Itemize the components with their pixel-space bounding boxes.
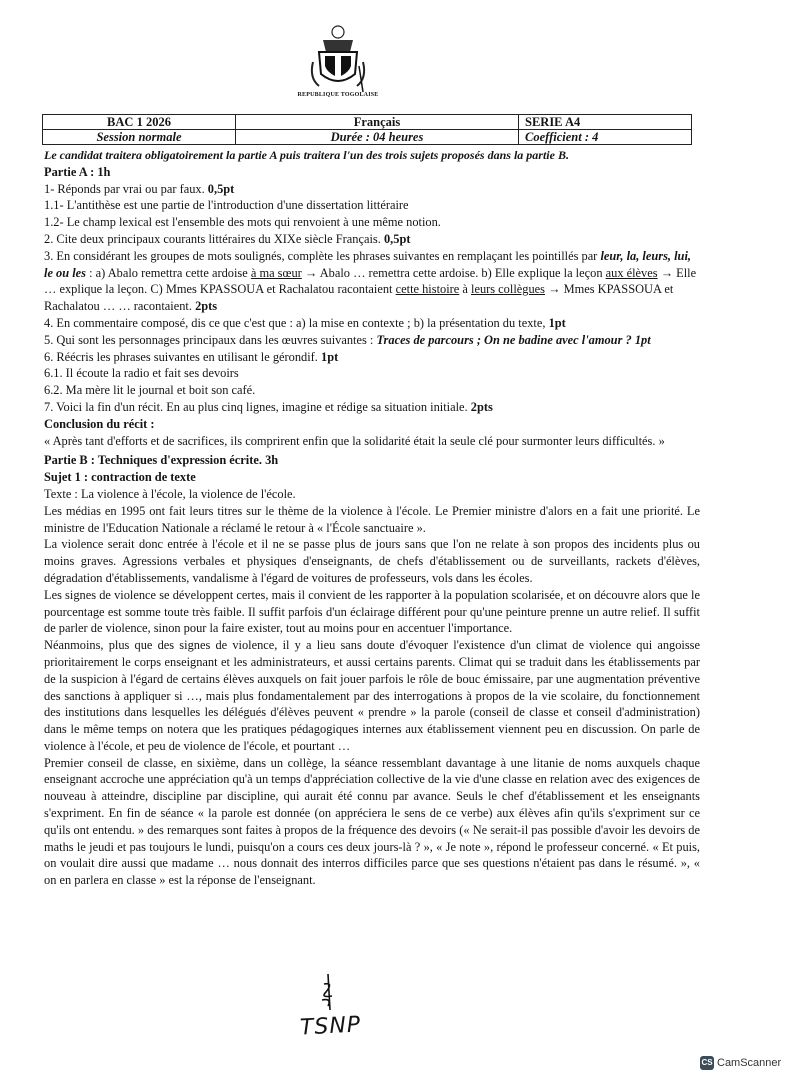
question-6: 6. Réécris les phrases suivantes en utilisant le gérondif. 1pt	[44, 349, 339, 364]
question-5: 5. Qui sont les personnages principaux dans les œuvres suivantes : Traces de parcours ; On ne badine avec l'amour ? 1pt	[44, 332, 651, 347]
question-1: 1- Réponds par vrai ou par faux. 0,5pt	[44, 181, 235, 196]
camscanner-watermark	[700, 1056, 781, 1070]
exam-content	[44, 147, 700, 889]
duration-label: Durée : 04 heures	[236, 130, 519, 145]
text-paragraph: Premier conseil de classe, en sixième, dans un collège, la séance ressemblant davantage à une litanie de noms auxquels chaque enseignant accroche une appréciation qu'à un temps d'appréciation collective de la vie d'une classe en relation avec des exigences de nouveau à atteindre, discipline par discipline, qui aurait été connu par avance. Seuls le chef d'établissement et les enseignants s'expriment. En fin de séance « la parole est donnée (on appréciera le sens de ce verbe) aux élèves afin qu'ils s'expriment sur ce qu'ils ont entendu. » des remarques sont faites à propos de la fréquence des devoirs (« Ne serait-il pas possible d'avoir les devoirs de maths le jeudi et pas toujours le lundi, puisqu'on a cours ces deux jours-là ? », « Je note », répond le professeur concerné. « Et puis, on voulait dire aussi que madame … nous donnait des interros difficiles parce que ses questions n'étaient pas dans le résumé. », « on en parlera en classe » est la réponse de l'enseignant.	[44, 755, 700, 888]
camscanner-name: CamScanner	[717, 1057, 782, 1069]
session-label: Session normale	[43, 130, 236, 145]
text-title: Texte : La violence à l'école, la violence de l'école.	[44, 486, 296, 501]
conclusion-text: « Après tant d'efforts et de sacrifices, ils comprirent enfin que la solidarité était la seule clé pour surmonter leurs difficultés. »	[44, 433, 665, 448]
instruction: Le candidat traitera obligatoirement la partie A puis traitera l'un des trois sujets proposés dans la partie B.	[44, 148, 569, 162]
coat-of-arms-emblem	[305, 22, 371, 94]
header-row	[43, 130, 692, 145]
camscanner-logo-icon: CS	[700, 1056, 714, 1070]
question-6-1: 6.1. Il écoute la radio et fait ses devoirs	[44, 366, 239, 381]
question-2: 2. Cite deux principaux courants littéraires du XIXe siècle Français. 0,5pt	[44, 231, 411, 246]
signature-initials: TSNP	[299, 1012, 362, 1041]
exam-header-table	[42, 114, 692, 145]
question-1-1: 1.1- L'antithèse est une partie de l'introduction d'une dissertation littéraire	[44, 198, 409, 213]
emblem-caption: REPUBLIQUE TOGOLAISE	[297, 92, 379, 98]
header-row	[43, 115, 692, 130]
text-paragraph: Néanmoins, plus que des signes de violence, il y a lieu sans doute d'évoquer l'existence d'un climat de violence qui angoisse prioritairement le corps enseignant et les administrateurs, et aussi certains parents. Climat qui se traduit dans les établissements par de la suspicion à l'égard de certains élèves auxquels on fait jouer parfois le rôle de bouc émissaire, par une augmentation préventive des sanctions à appliquer si …, mais plus fondamentalement par des interrogations à propos de la vie scolaire, du fonctionnement des institutions dans lesquelles les délégués d'élèves peuvent « prendre » la parole (conseil de classe et conseil d'administration) dans le même temps on notera que les pratiques pédagogiques internes aux établissement viennent peu en discussion. On parle de violence à l'école, et peu de violence de l'école, et pourtant …	[44, 638, 700, 753]
question-7: 7. Voici la fin d'un récit. En au plus cinq lignes, imagine et rédige sa situation initiale. 2pts	[44, 399, 493, 414]
text-paragraph: Les médias en 1995 ont fait leurs titres sur le thème de la violence à l'école. Le Premier ministre d'alors en a fait une priorité. Le ministre de l'Education Nationale a réclamé le retour à « l'École sanctuaire ».	[44, 503, 700, 535]
part-a-title: Partie A : 1h	[44, 164, 111, 179]
question-6-2: 6.2. Ma mère lit le journal et boit son café.	[44, 383, 256, 398]
question-4: 4. En commentaire composé, dis ce que c'est que : a) la mise en contexte ; b) la présentation du texte, 1pt	[44, 315, 566, 330]
coefficient-label: Coefficient : 4	[519, 130, 692, 145]
part-b-title: Partie B : Techniques d'expression écrite. 3h	[44, 453, 279, 468]
text-paragraph: Les signes de violence se développent certes, mais il convient de les rapporter à la population scolarisée, et on découvre alors que le pourcentage est somme toute très faible. Il suffit parfois d'un éclairage différent pour qu'une peinture prenne un autre relief. Il suffit de parler de violence, sinon pour la faire exister, tout au moins pour en accentuer l'importance.	[44, 587, 700, 636]
exam-title: BAC 1 2026	[43, 115, 236, 130]
text-paragraph: La violence serait donc entrée à l'école et il ne se passe plus de jours sans que l'on ne relate à son propos des incidents plus ou moins graves. Agressions verbales et physiques d'enseignants, de chefs d'établissement ou de surveillants, rackets d'élèves, dégradation d'établissements, vandalisme à l'égard de voitures de professeurs, vols dans les écoles.	[44, 537, 700, 585]
subject-name: Français	[236, 115, 519, 130]
conclusion-title: Conclusion du récit :	[44, 416, 155, 431]
subject-1-title: Sujet 1 : contraction de texte	[44, 470, 196, 485]
series-label: SERIE A4	[519, 115, 692, 130]
question-3: 3. En considérant les groupes de mots soulignés, complète les phrases suivantes en remplaçant les pointillés par leur, la, leurs, lui, le ou les : a) Abalo remettra cette ardoise à ma sœur → Abalo … remettra cette ardoise. b) Elle explique la leçon aux élèves → Elle … explique la leçon. C) Mmes KPASSOUA et Rachalatou racontaient cette histoire à leurs collègues → Mmes KPASSOUA et Rachalatou … … racontaient. 2pts	[44, 248, 697, 314]
question-1-2: 1.2- Le champ lexical est l'ensemble des mots qui renvoient à une même notion.	[44, 215, 441, 230]
